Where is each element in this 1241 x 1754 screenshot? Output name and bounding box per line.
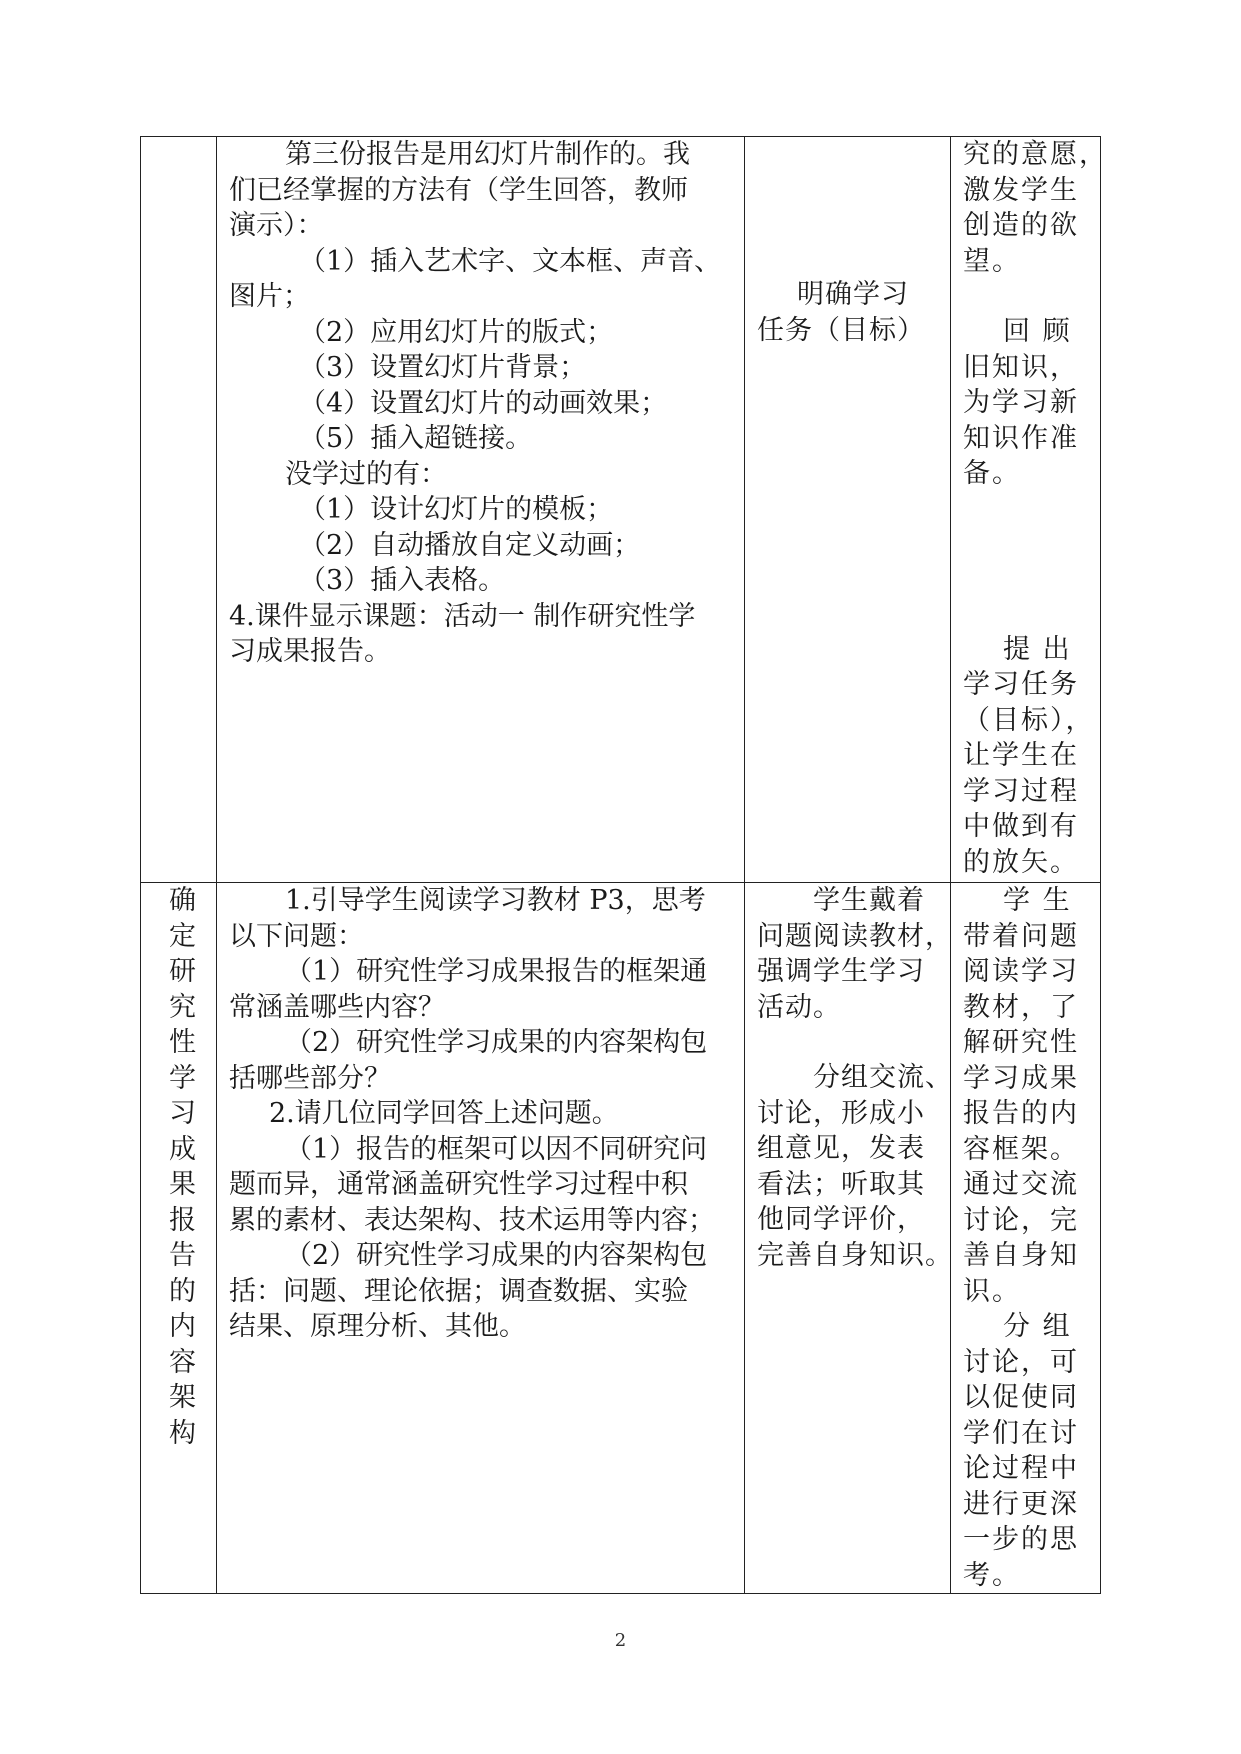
stage-char: 告 (169, 1240, 196, 1271)
student-activity-cell (745, 883, 951, 1594)
student-line: 讨论，形成小 (757, 1097, 925, 1129)
intent-line: 带着问题 (963, 920, 1079, 952)
intent-line: 学 生 (1003, 885, 1072, 916)
intent-line: 备。 (963, 458, 1021, 489)
content-line: （2）研究性学习成果的内容架构包 (285, 1027, 708, 1058)
intent-line: 中做到有 (963, 811, 1079, 842)
content-line: （1）设计幻灯片的模板； (299, 494, 614, 525)
stage-char: 报 (169, 1204, 196, 1236)
stage-cell-empty (141, 137, 217, 883)
intent-line: 学习成果 (963, 1062, 1079, 1094)
student-line: 强调学生学习 (757, 956, 925, 987)
content-line: 演示）： (229, 210, 324, 241)
content-line: （4）设置幻灯片的动画效果； (299, 387, 668, 419)
design-intent-cell (951, 883, 1101, 1594)
teacher-activity-cell (217, 883, 745, 1594)
table-row (141, 883, 1101, 1594)
stage-char: 构 (169, 1417, 196, 1449)
student-line: 活动。 (757, 991, 841, 1023)
stage-char: 确 (169, 885, 196, 916)
intent-line: 学习任务 (963, 669, 1079, 700)
intent-line: （目标）， (963, 704, 1095, 736)
stage-char: 成 (169, 1133, 196, 1165)
stage-char: 内 (169, 1311, 196, 1342)
intent-line: 知识作准 (963, 422, 1079, 454)
intent-line: 的放矢。 (963, 846, 1079, 878)
content-line: 4.课件显示课题：活动一 制作研究性学 (229, 600, 696, 632)
intent-line: 阅读学习 (963, 956, 1079, 987)
intent-line: 容框架。 (963, 1133, 1079, 1165)
intent-line: 以促使同 (963, 1382, 1079, 1413)
intent-line: 旧知识， (963, 351, 1079, 383)
intent-line: 讨论，完 (963, 1204, 1079, 1236)
intent-line: 创造的欲 (963, 210, 1079, 241)
stage-cell (141, 883, 217, 1594)
student-line: 明确学习 (797, 279, 909, 310)
lesson-plan-table (140, 136, 1108, 1594)
content-line: 第三份报告是用幻灯片制作的。我 (285, 139, 690, 170)
intent-line: 学习过程 (963, 775, 1079, 807)
intent-line: 一步的思 (963, 1524, 1079, 1555)
content-line: 以下问题： (229, 920, 364, 952)
content-line: （2）自动播放自定义动画； (299, 529, 641, 561)
content-line: 累的素材、表达架构、技术运用等内容； (229, 1204, 715, 1236)
student-line: 问题阅读教材， (757, 920, 953, 952)
intent-line: 进行更深 (963, 1488, 1079, 1520)
design-intent-cell (951, 137, 1108, 883)
stage-char: 容 (169, 1346, 196, 1378)
student-line: 他同学评价， (757, 1204, 925, 1235)
intent-line: 讨论，可 (963, 1346, 1079, 1378)
content-line: （1）报告的框架可以因不同研究问 (285, 1133, 708, 1165)
stage-char: 果 (169, 1169, 196, 1200)
content-line: 结果、原理分析、其他。 (229, 1311, 526, 1342)
intent-line: 识。 (963, 1275, 1021, 1307)
intent-line: 教材，了 (963, 991, 1079, 1023)
content-line: 括哪些部分？ (229, 1062, 391, 1094)
stage-char: 学 (169, 1062, 196, 1094)
stage-char: 究 (169, 991, 196, 1023)
stage-char: 的 (169, 1275, 196, 1307)
content-line: （2）研究性学习成果的内容架构包 (285, 1240, 708, 1271)
student-line: 看法；听取其 (757, 1168, 925, 1200)
stage-char: 定 (169, 920, 196, 952)
intent-line: 善自身知 (963, 1240, 1079, 1271)
content-line: 2.请几位同学回答上述问题。 (269, 1098, 619, 1129)
content-line: （1）插入艺术字、文本框、声音、 (299, 245, 722, 277)
stage-char: 架 (169, 1382, 196, 1413)
content-line: （2）应用幻灯片的版式； (299, 316, 614, 348)
stage-char: 性 (169, 1027, 196, 1058)
content-line: 没学过的有： (285, 458, 447, 490)
intent-line: 学们在讨 (963, 1417, 1079, 1449)
stage-char: 研 (169, 956, 196, 987)
student-line: 分组交流、 (813, 1062, 953, 1093)
content-line: 习成果报告。 (229, 636, 391, 667)
table-row (141, 137, 1101, 883)
teacher-activity-cell (217, 137, 745, 883)
content-line: 1.引导学生阅读学习教材 P3，思考 (285, 885, 706, 916)
content-line: 常涵盖哪些内容？ (229, 991, 445, 1023)
intent-line: 回 顾 (1003, 316, 1072, 347)
student-activity-cell (745, 137, 951, 883)
content-line: （1）研究性学习成果报告的框架通 (285, 956, 708, 987)
intent-line: 为学习新 (963, 387, 1079, 418)
content-line: 们已经掌握的方法有（学生回答，教师 (229, 174, 688, 206)
intent-line: 究的意愿， (963, 139, 1108, 170)
content-line: （3）设置幻灯片背景； (299, 352, 587, 383)
student-line: 学生戴着 (813, 885, 925, 916)
intent-line: 激发学生 (963, 174, 1079, 206)
intent-line: 分 组 (1003, 1311, 1072, 1342)
student-line: 组意见，发表 (757, 1133, 925, 1164)
student-line: 完善自身知识。 (757, 1239, 953, 1271)
intent-line: 通过交流 (963, 1169, 1079, 1200)
content-line: 题而异，通常涵盖研究性学习过程中积 (229, 1169, 688, 1200)
content-line: 图片； (229, 281, 310, 312)
intent-line: 解研究性 (963, 1027, 1079, 1058)
intent-line: 论过程中 (963, 1453, 1079, 1484)
content-line: 括：问题、理论依据；调查数据、实验 (229, 1275, 688, 1307)
intent-line: 报告的内 (963, 1098, 1079, 1129)
intent-line: 让学生在 (963, 740, 1079, 771)
student-line: 任务（目标） (757, 314, 925, 346)
intent-line: 望。 (963, 245, 1021, 277)
intent-line: 提 出 (1003, 633, 1072, 665)
intent-line: 考。 (963, 1559, 1021, 1591)
content-line: （3）插入表格。 (299, 565, 506, 596)
content-line: （5）插入超链接。 (299, 423, 533, 454)
stage-char: 习 (169, 1098, 196, 1129)
page-number: 2 (614, 1630, 627, 1651)
